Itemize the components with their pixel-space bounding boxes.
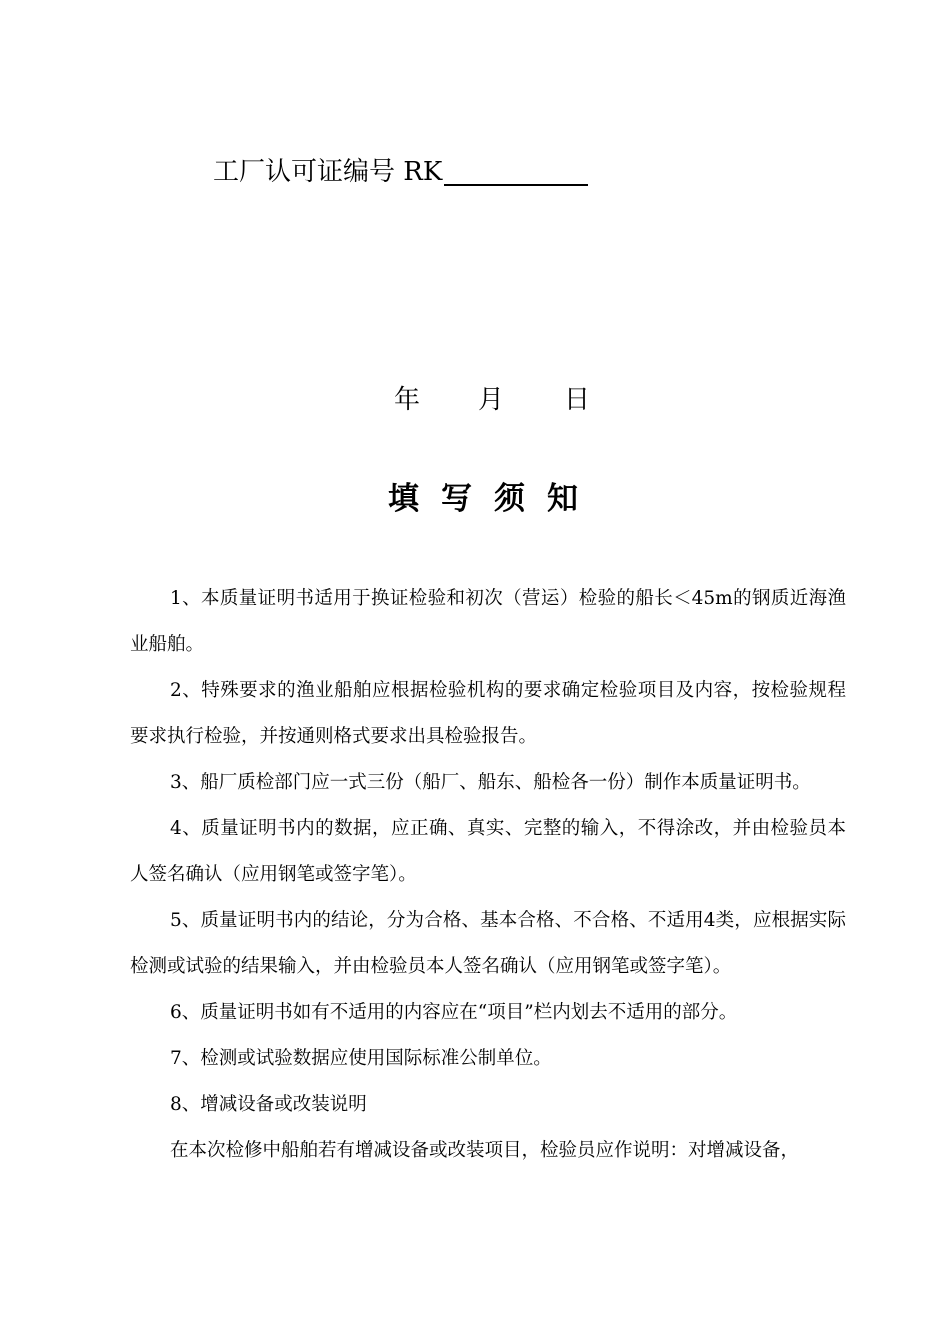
note-item-2: 2、特殊要求的渔业船舶应根据检验机构的要求确定检验项目及内容，按检验规程要求执行检验，并按通则格式要求出具检验报告。 <box>130 680 846 747</box>
note-item-8: 8、增减设备或改装说明 <box>170 1094 367 1115</box>
date-line <box>394 380 590 420</box>
date-day-label: 日 <box>564 385 591 415</box>
license-number-line <box>213 152 588 192</box>
note-item-6: 6、质量证明书如有不适用的内容应在“项目”栏内划去不适用的部分。 <box>170 1002 738 1023</box>
note-item-4: 4、质量证明书内的数据，应正确、真实、完整的输入，不得涂改，并由检验员本人签名确认（应用钢笔或签字笔）。 <box>130 818 846 885</box>
note-item-3: 3、船厂质检部门应一式三份（船厂、船东、船检各一份）制作本质量证明书。 <box>170 772 811 793</box>
note-item-1: 1、本质量证明书适用于换证检验和初次（营运）检验的船长＜45m的钢质近海渔业船舶。 <box>130 588 846 655</box>
license-number-blank <box>444 158 588 186</box>
note-item-7: 7、检测或试验数据应使用国际标准公制单位。 <box>170 1048 552 1069</box>
date-year-label: 年 <box>394 385 421 415</box>
license-number-label: 工厂认可证编号 RK <box>213 157 443 187</box>
date-month-label: 月 <box>478 385 505 415</box>
note-item-5: 5、质量证明书内的结论，分为合格、基本合格、不合格、不适用4类，应根据实际检测或试验的结果输入，并由检验员本人签名确认（应用钢笔或签字笔）。 <box>130 910 846 977</box>
notes-section <box>130 576 846 1174</box>
page-title: 填写须知 <box>388 481 600 517</box>
note-item-8-detail: 在本次检修中船舶若有增减设备或改装项目，检验员应作说明：对增减设备， <box>170 1140 800 1161</box>
